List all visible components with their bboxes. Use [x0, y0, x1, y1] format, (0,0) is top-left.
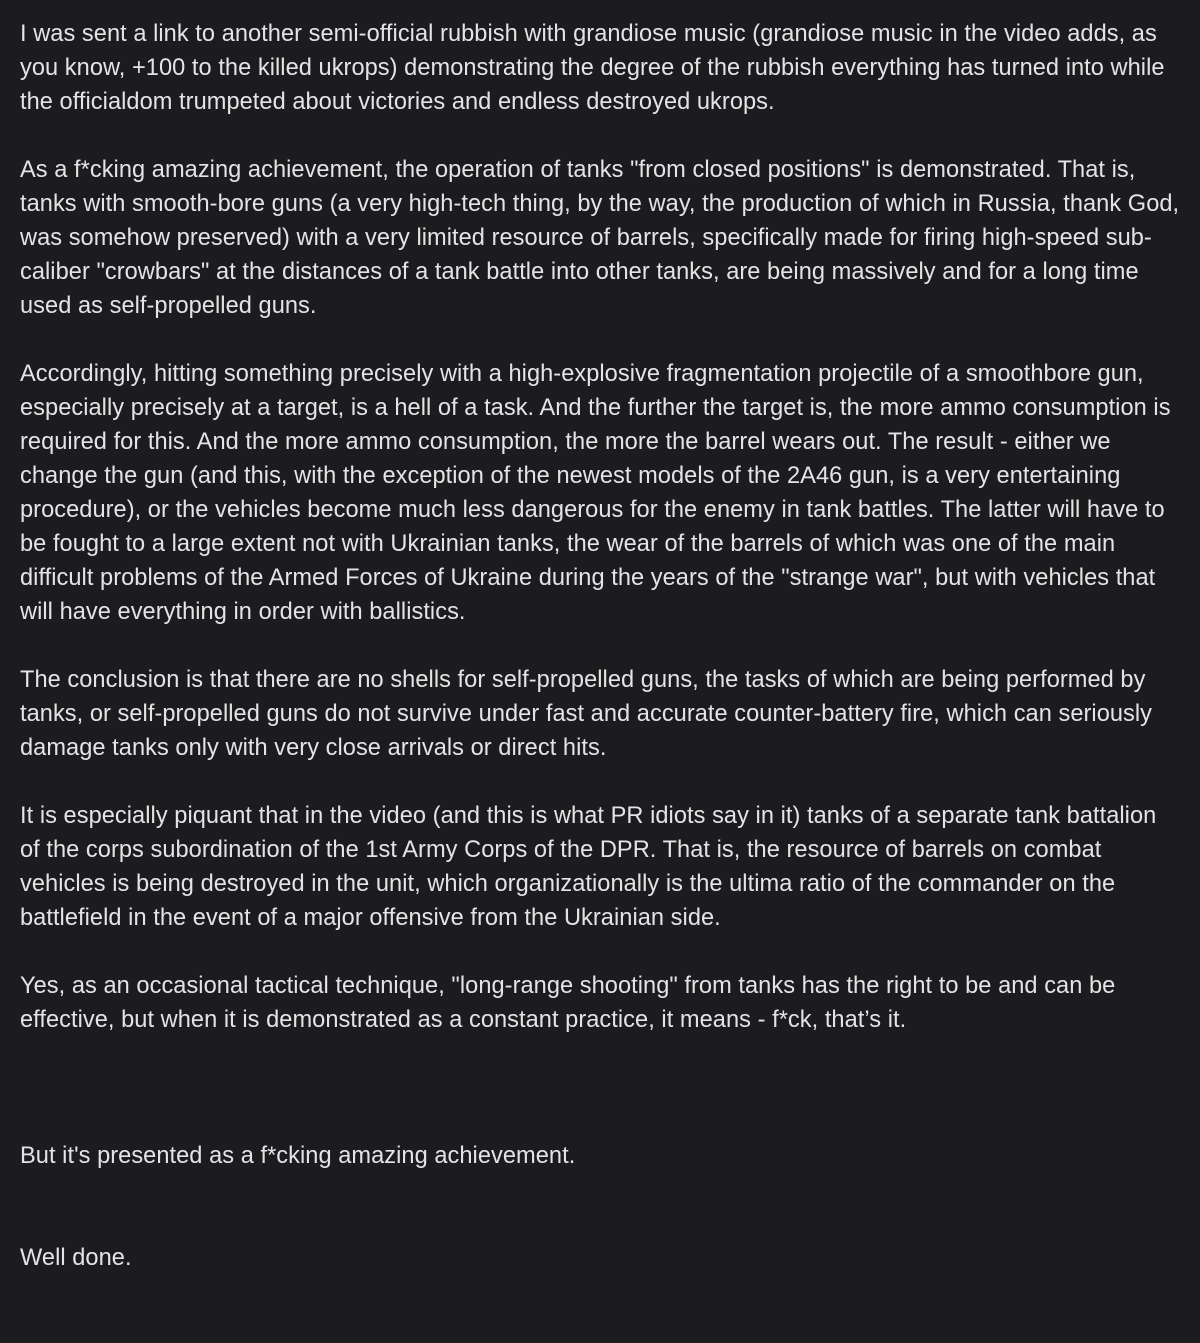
paragraph-2: As a f*cking amazing achievement, the operation of tanks "from closed positions" is demonstrated. That is, tanks with smooth-bore guns (a very high-tech thing, by the way, the production of which in Russia, thank God, was somehow preserved) with a very limited resource of barrels, specifically made for firing high-speed sub-caliber "crowbars" at the distances of a tank battle into other tanks, are being massively and for a long time used as self-propelled guns.: [20, 157, 1186, 319]
paragraph-1: I was sent a link to another semi-official rubbish with grandiose music (grandiose music in the video adds, as you know, +100 to the killed ukrops) demonstrating the degree of the rubbish everything has turned into while the officialdom trumpeted about victories and endless destroyed ukrops.: [20, 21, 1172, 115]
paragraph-3: Accordingly, hitting something precisely with a high-explosive fragmentation projectile of a smoothbore gun, especially precisely at a target, is a hell of a task. And the further the target is, the more ammo consumption is required for this. And the more ammo consumption, the more the barrel wears out. The result - either we change the gun (and this, with the exception of the newest models of the 2A46 gun, is a very entertaining procedure), or the vehicles become much less dangerous for the enemy in tank battles. The latter will have to be fought to a large extent not with Ukrainian tanks, the wear of the barrels of which was one of the main difficult problems of the Armed Forces of Ukraine during the years of the "strange war", but with vehicles that will have everything in order with ballistics.: [20, 361, 1178, 625]
closing-line-2: Well done.: [20, 1245, 132, 1271]
closing-paragraph: [20, 1071, 1180, 1343]
paragraph-4: The conclusion is that there are no shells for self-propelled guns, the tasks of which are being performed by tanks, or self-propelled guns do not survive under fast and accurate counter-battery fire, which can seriously damage tanks only with very close arrivals or direct hits.: [20, 667, 1159, 761]
paragraph-6: Yes, as an occasional tactical technique, "long-range shooting" from tanks has the right to be and can be effective, but when it is demonstrated as a constant practice, it means - f*ck, that’s it.: [20, 973, 1122, 1033]
closing-line-1: But it's presented as a f*cking amazing achievement.: [20, 1143, 576, 1169]
paragraph-5: It is especially piquant that in the video (and this is what PR idiots say in it) tanks of a separate tank battalion of the corps subordination of the 1st Army Corps of the DPR. That is, the resource of barrels on combat vehicles is being destroyed in the unit, which organizationally is the ultima ratio of the commander on the battlefield in the event of a major offensive from the Ukrainian side.: [20, 803, 1163, 931]
